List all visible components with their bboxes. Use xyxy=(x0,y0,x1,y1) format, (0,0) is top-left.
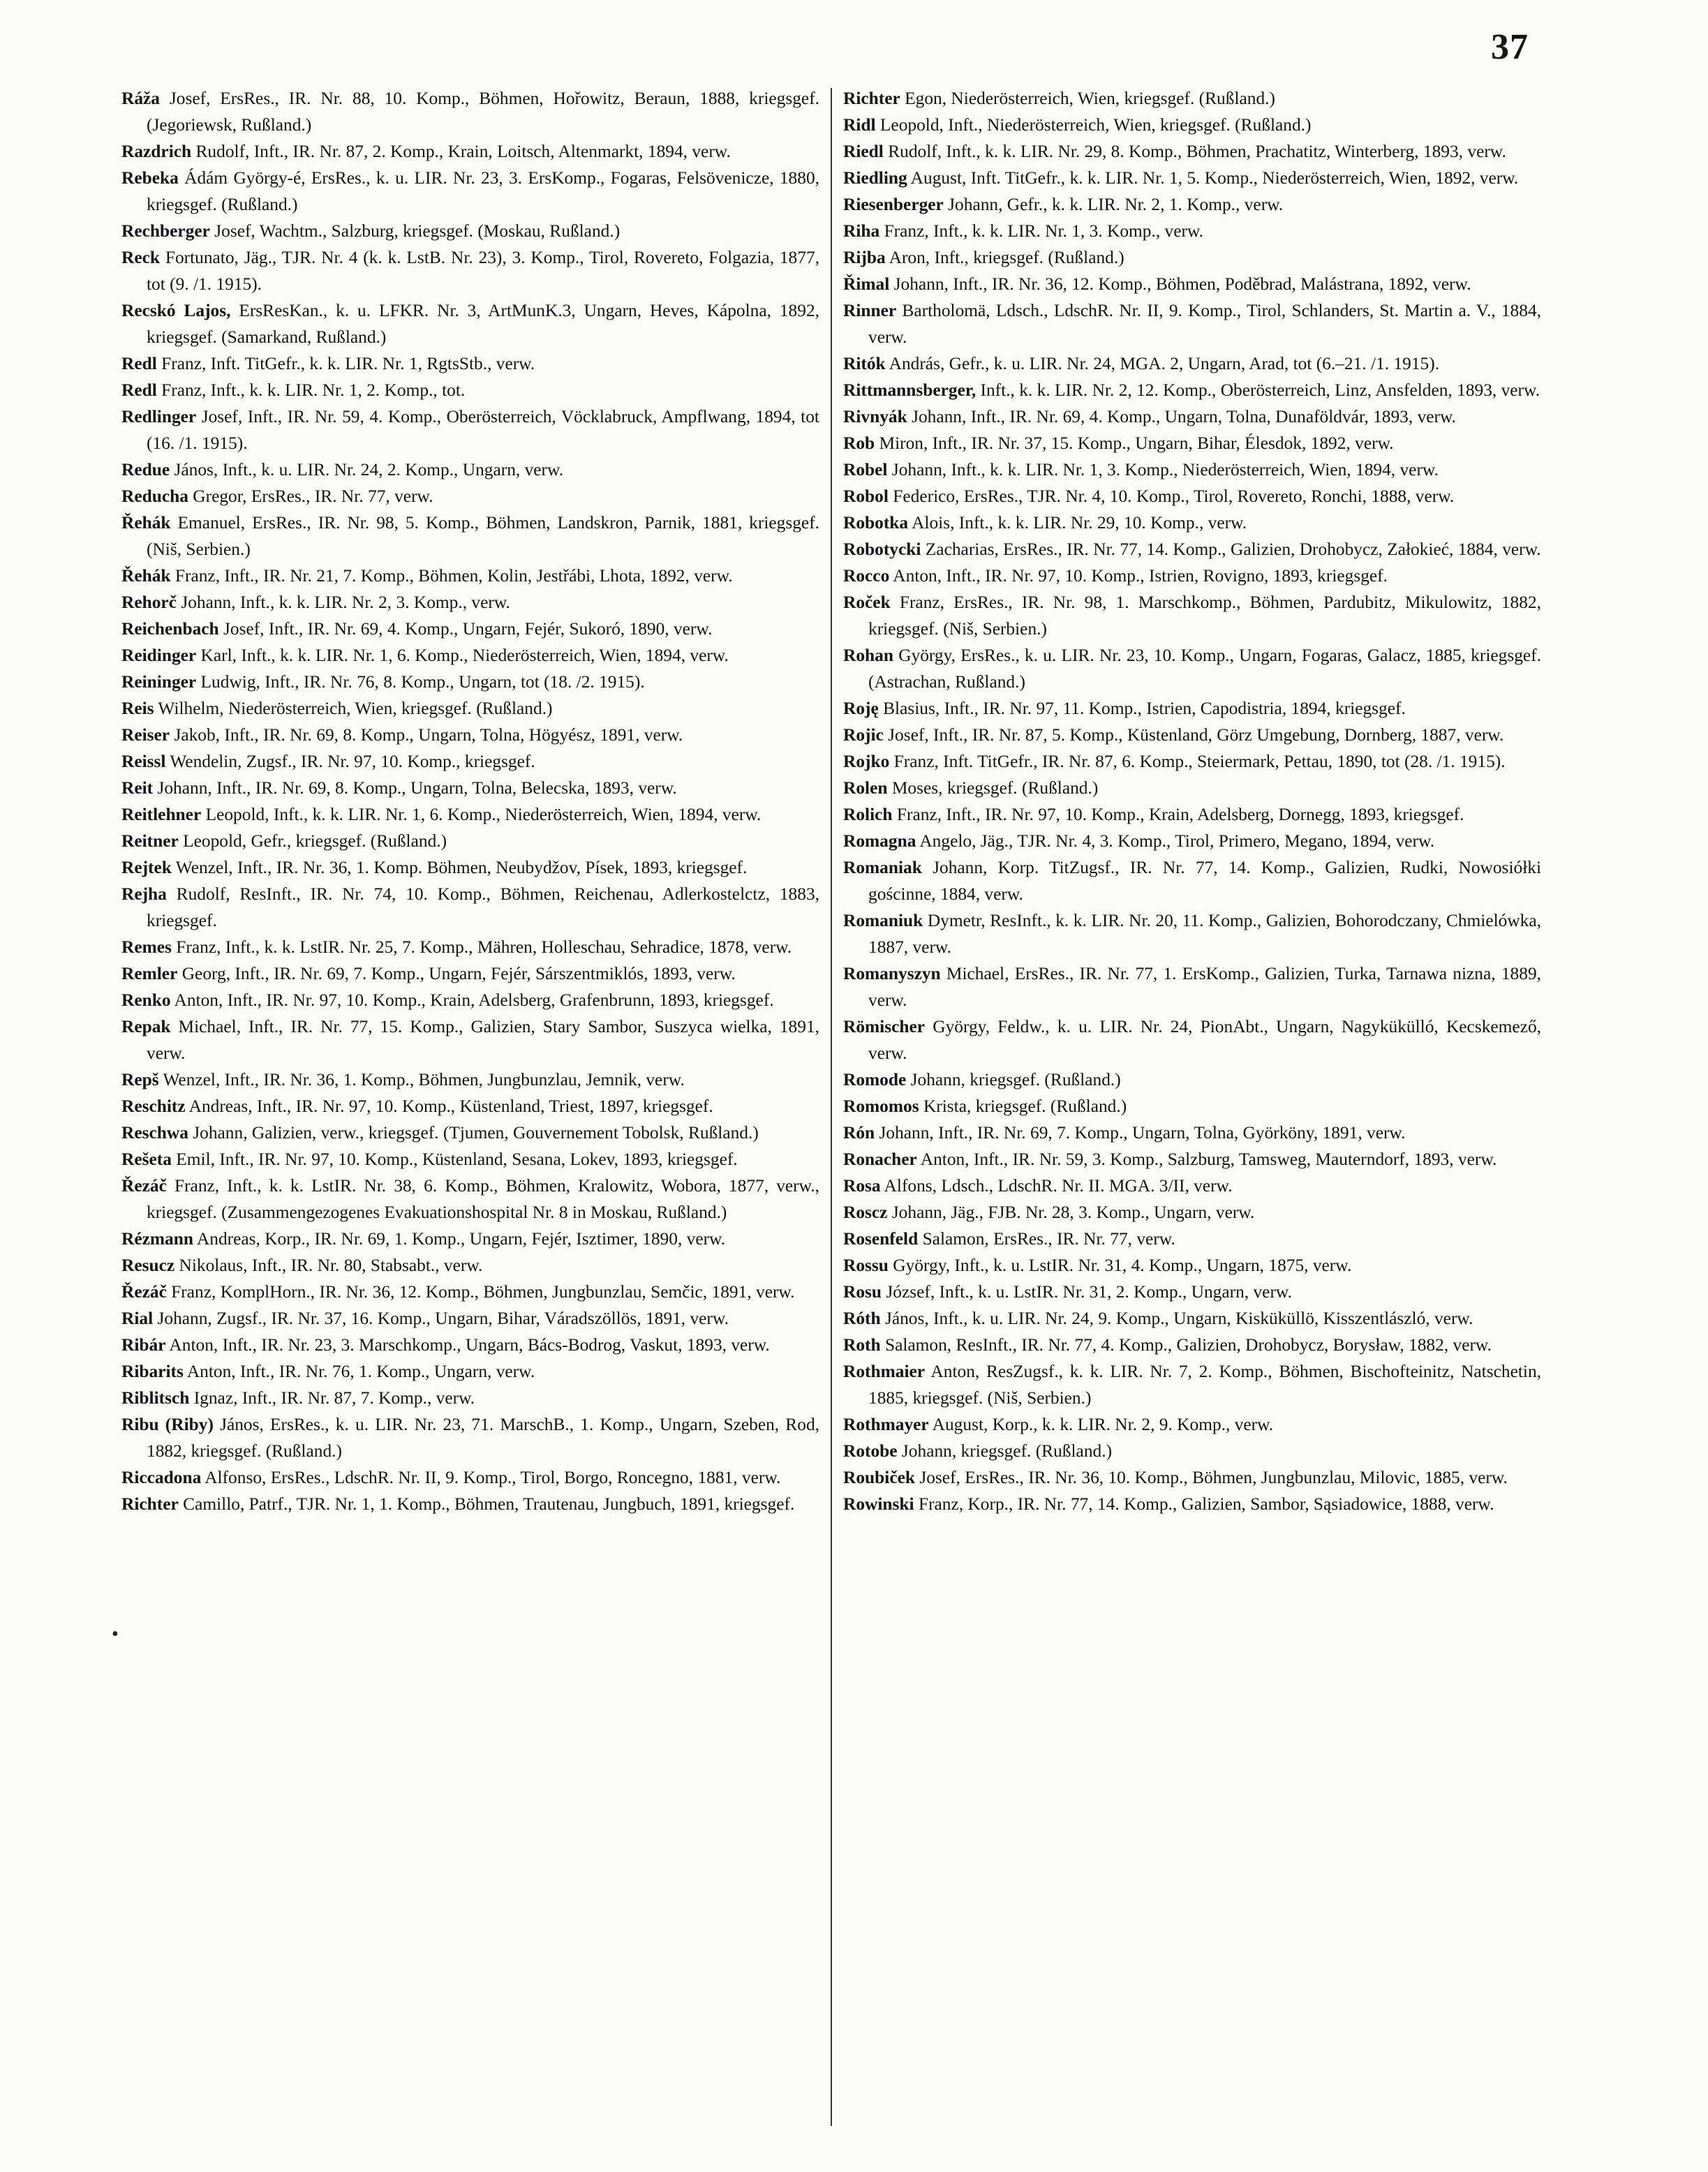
entry-details: Camillo, Patrf., TJR. Nr. 1, 1. Komp., Böhmen, Trautenau, Jungbuch, 1891, kriegsgef. xyxy=(178,1494,795,1514)
entry-details: Angelo, Jäg., TJR. Nr. 4, 3. Komp., Tirol, Primero, Megano, 1894, verw. xyxy=(916,831,1435,851)
entry-name: Robol xyxy=(843,486,889,506)
entry-name: Rial xyxy=(121,1309,154,1328)
entry-details: György, ErsRes., k. u. LIR. Nr. 23, 10. Komp., Ungarn, Fogaras, Galacz, 1885, kriegsgef. (Astrachan, Rußland.) xyxy=(868,646,1541,692)
register-entry xyxy=(121,695,819,722)
register-entry xyxy=(843,430,1541,456)
entry-details: Franz, Inft., k. k. LstIR. Nr. 38, 6. Komp., Böhmen, Kralowitz, Wobora, 1877, verw., kriegsgef. (Zusammengezogenes Evakuationshospital Nr. 8 in Moskau, Rußland.) xyxy=(147,1176,819,1222)
register-entry xyxy=(843,1464,1541,1491)
entry-name: Rón xyxy=(843,1123,875,1143)
register-entry xyxy=(121,1358,819,1385)
entry-name: Recskó Lajos, xyxy=(121,301,231,320)
register-entry xyxy=(843,1279,1541,1305)
entry-details: Moses, kriegsgef. (Rußland.) xyxy=(887,778,1099,798)
entry-name: Reis xyxy=(121,699,154,718)
entry-details: Johann, kriegsgef. (Rußland.) xyxy=(906,1070,1121,1089)
entry-details: Fortunato, Jäg., TJR. Nr. 4 (k. k. LstB. Nr. 23), 3. Komp., Tirol, Rovereto, Folgazia, 1877, tot (9. /1. 1915). xyxy=(147,248,819,294)
entry-name: Ridl xyxy=(843,115,876,135)
entry-name: Reidinger xyxy=(121,646,197,665)
entry-details: Alfons, Ldsch., LdschR. Nr. II. MGA. 3/II, verw. xyxy=(880,1176,1233,1196)
register-entry xyxy=(843,1226,1541,1252)
entry-name: Riedl xyxy=(843,142,884,161)
register-entry xyxy=(843,828,1541,854)
register-entry xyxy=(121,456,819,483)
entry-name: Reitlehner xyxy=(121,805,202,824)
entry-name: Richter xyxy=(121,1494,179,1514)
entry-name: Rittmannsberger, xyxy=(843,380,976,400)
entry-name: Romaniuk xyxy=(843,911,923,930)
entry-name: Rocco xyxy=(843,566,890,586)
entry-details: Jakob, Inft., IR. Nr. 69, 8. Komp., Ungarn, Tolna, Högyész, 1891, verw. xyxy=(170,725,683,745)
entry-name: Roję xyxy=(843,699,879,718)
entry-name: Riesenberger xyxy=(843,195,944,214)
register-entry xyxy=(121,85,819,138)
entry-name: Reissl xyxy=(121,752,166,771)
entry-name: Rehorč xyxy=(121,593,177,612)
entry-name: Rejha xyxy=(121,884,167,904)
register-entry xyxy=(843,1013,1541,1066)
entry-details: Wendelin, Zugsf., IR. Nr. 97, 10. Komp., kriegsgef. xyxy=(165,752,535,771)
entry-name: Rojic xyxy=(843,725,884,745)
register-entry xyxy=(121,801,819,828)
entry-details: Franz, Inft. TitGefr., IR. Nr. 87, 6. Komp., Steiermark, Pettau, 1890, tot (28. /1. 1915). xyxy=(889,752,1506,771)
entry-details: Egon, Niederösterreich, Wien, kriegsgef. (Rußland.) xyxy=(900,89,1275,108)
register-entry xyxy=(843,1066,1541,1093)
register-entry xyxy=(121,934,819,960)
entry-name: Repš xyxy=(121,1070,159,1089)
register-entry xyxy=(121,509,819,563)
entry-details: Wenzel, Inft., IR. Nr. 36, 1. Komp. Böhmen, Neubydžov, Písek, 1893, kriegsgef. xyxy=(171,858,748,877)
entry-details: Ignaz, Inft., IR. Nr. 87, 7. Komp., verw. xyxy=(189,1388,475,1408)
entry-details: August, Inft. TitGefr., k. k. LIR. Nr. 1, 5. Komp., Niederösterreich, Wien, 1892, verw. xyxy=(907,168,1519,188)
entry-name: Razdrich xyxy=(121,142,192,161)
register-entry xyxy=(843,695,1541,722)
register-entry xyxy=(121,403,819,456)
entry-details: Andreas, Inft., IR. Nr. 97, 10. Komp., Küstenland, Triest, 1897, kriegsgef. xyxy=(185,1096,713,1116)
register-entry xyxy=(843,960,1541,1013)
register-entry xyxy=(121,775,819,801)
entry-name: Redl xyxy=(121,380,157,400)
register-entry xyxy=(121,218,819,244)
entry-details: Emil, Inft., IR. Nr. 97, 10. Komp., Küstenland, Sesana, Lokev, 1893, kriegsgef. xyxy=(171,1150,738,1169)
entry-name: Reducha xyxy=(121,486,188,506)
register-entry xyxy=(843,722,1541,748)
entry-name: Rotobe xyxy=(843,1441,898,1461)
entry-name: Romode xyxy=(843,1070,907,1089)
register-entry xyxy=(121,1464,819,1491)
register-entry xyxy=(843,907,1541,960)
entry-name: Reininger xyxy=(121,672,197,692)
entry-name: Rolen xyxy=(843,778,888,798)
entry-details: András, Gefr., k. u. LIR. Nr. 24, MGA. 2, Ungarn, Arad, tot (6.–21. /1. 1915). xyxy=(885,354,1440,373)
entry-name: Rijba xyxy=(843,248,886,267)
margin-bullet-icon: • xyxy=(112,1623,119,1645)
register-entry xyxy=(121,642,819,669)
register-entry xyxy=(121,854,819,881)
entry-name: Repak xyxy=(121,1017,171,1036)
register-entry xyxy=(843,1358,1541,1411)
register-entry xyxy=(843,854,1541,907)
entry-details: August, Korp., k. k. LIR. Nr. 2, 9. Komp., verw. xyxy=(928,1415,1274,1434)
entry-name: Rothmaier xyxy=(843,1362,926,1381)
entry-details: Krista, kriegsgef. (Rußland.) xyxy=(919,1096,1127,1116)
entry-details: Johann, kriegsgef. (Rußland.) xyxy=(897,1441,1113,1461)
register-entry xyxy=(121,1385,819,1411)
entry-name: Ribarits xyxy=(121,1362,184,1381)
entry-name: Rivnyák xyxy=(843,407,907,426)
entry-name: Reitner xyxy=(121,831,179,851)
entry-details: Josef, Wachtm., Salzburg, kriegsgef. (Moskau, Rußland.) xyxy=(209,221,621,241)
entry-name: Řehák xyxy=(121,513,171,533)
register-entry xyxy=(121,297,819,350)
entry-details: Johann, Inft., k. k. LIR. Nr. 1, 3. Komp., Niederösterreich, Wien, 1894, verw. xyxy=(887,460,1439,479)
entry-details: Ludwig, Inft., IR. Nr. 76, 8. Komp., Ungarn, tot (18. /2. 1915). xyxy=(196,672,645,692)
entry-name: Rosenfeld xyxy=(843,1229,919,1249)
entry-details: Michael, Inft., IR. Nr. 77, 15. Komp., Galizien, Stary Sambor, Suszyca wielka, 1891, verw. xyxy=(147,1017,819,1063)
entry-details: Josef, ErsRes., IR. Nr. 88, 10. Komp., Böhmen, Hořowitz, Beraun, 1888, kriegsgef. (Jegoriewsk, Rußland.) xyxy=(147,89,819,135)
entry-details: Anton, Inft., IR. Nr. 23, 3. Marschkomp., Ungarn, Bács-Bodrog, Vaskut, 1893, verw. xyxy=(165,1335,770,1355)
entry-details: Aron, Inft., kriegsgef. (Rußland.) xyxy=(885,248,1124,267)
entry-details: Johann, Jäg., FJB. Nr. 28, 3. Komp., Ungarn, verw. xyxy=(887,1203,1255,1222)
entry-details: Johann, Inft., IR. Nr. 36, 12. Komp., Böhmen, Poděbrad, Malástrana, 1892, verw. xyxy=(889,274,1471,294)
register-entry xyxy=(843,85,1541,112)
entry-details: Salamon, ErsRes., IR. Nr. 77, verw. xyxy=(918,1229,1175,1249)
entry-details: Johann, Inft., IR. Nr. 69, 8. Komp., Ungarn, Tolna, Belecska, 1893, verw. xyxy=(153,778,677,798)
register-entry xyxy=(121,960,819,987)
entry-details: János, ErsRes., k. u. LIR. Nr. 23, 71. MarschB., 1. Komp., Ungarn, Szeben, Rod, 1882, kriegsgef. (Rußland.) xyxy=(147,1415,819,1461)
register-entry xyxy=(121,1279,819,1305)
entry-details: Johann, Korp. TitZugsf., IR. Nr. 77, 14. Komp., Galizien, Rudki, Nowosiółki gościnne, 1884, verw. xyxy=(868,858,1541,904)
entry-name: Roscz xyxy=(843,1203,888,1222)
register-entry xyxy=(121,1093,819,1120)
entry-name: Romomos xyxy=(843,1096,919,1116)
entry-details: Alfonso, ErsRes., LdschR. Nr. II, 9. Komp., Tirol, Borgo, Roncegno, 1881, verw. xyxy=(201,1468,781,1487)
entry-name: Riha xyxy=(843,221,880,241)
register-entry xyxy=(843,748,1541,775)
entry-name: Róth xyxy=(843,1309,881,1328)
entry-name: Řezáč xyxy=(121,1282,167,1302)
entry-details: Ádám György-é, ErsRes., k. u. LIR. Nr. 23, 3. ErsKomp., Fogaras, Felsövenicze, 1880, kriegsgef. (Rußland.) xyxy=(147,168,819,214)
entry-name: Riedling xyxy=(843,168,907,188)
register-entry xyxy=(121,563,819,589)
entry-details: Miron, Inft., IR. Nr. 37, 15. Komp., Ungarn, Bihar, Élesdok, 1892, verw. xyxy=(875,433,1394,453)
entry-name: Reit xyxy=(121,778,154,798)
entry-details: János, Inft., k. u. LIR. Nr. 24, 2. Komp., Ungarn, verw. xyxy=(170,460,564,479)
entry-details: Alois, Inft., k. k. LIR. Nr. 29, 10. Komp., verw. xyxy=(908,513,1247,533)
entry-details: Wilhelm, Niederösterreich, Wien, kriegsgef. (Rußland.) xyxy=(154,699,553,718)
register-entry xyxy=(843,218,1541,244)
entry-details: Anton, Inft., IR. Nr. 97, 10. Komp., Krain, Adelsberg, Grafenbrunn, 1893, kriegsgef. xyxy=(170,990,774,1010)
entry-details: Josef, Inft., IR. Nr. 59, 4. Komp., Oberösterreich, Vöcklabruck, Ampflwang, 1894, tot (16. /1. 1915). xyxy=(147,407,819,453)
register-entry xyxy=(121,616,819,642)
entry-name: Ronacher xyxy=(843,1150,917,1169)
entry-details: Wenzel, Inft., IR. Nr. 36, 1. Komp., Böhmen, Jungbunzlau, Jemnik, verw. xyxy=(158,1070,685,1089)
entry-name: Roček xyxy=(843,593,891,612)
entry-details: Blasius, Inft., IR. Nr. 97, 11. Komp., Istrien, Capodistria, 1894, kriegsgef. xyxy=(878,699,1406,718)
left-column xyxy=(121,85,819,1517)
entry-name: Rešeta xyxy=(121,1150,172,1169)
entry-details: Johann, Galizien, verw., kriegsgef. (Tjumen, Gouvernement Tobolsk, Rußland.) xyxy=(188,1123,759,1143)
entry-name: Reck xyxy=(121,248,160,267)
register-entry xyxy=(843,1332,1541,1358)
register-entry xyxy=(121,1173,819,1226)
entry-name: Rohan xyxy=(843,646,893,665)
entry-details: György, Inft., k. u. LstIR. Nr. 31, 4. Komp., Ungarn, 1875, verw. xyxy=(888,1256,1352,1275)
entry-details: Johann, Inft., k. k. LIR. Nr. 2, 3. Komp., verw. xyxy=(176,593,510,612)
register-entry xyxy=(121,1146,819,1173)
entry-details: Inft., k. k. LIR. Nr. 2, 12. Komp., Oberösterreich, Linz, Ansfelden, 1893, verw. xyxy=(976,380,1540,400)
register-entry xyxy=(843,377,1541,403)
entry-details: Gregor, ErsRes., IR. Nr. 77, verw. xyxy=(188,486,433,506)
entry-name: Rechberger xyxy=(121,221,210,241)
entry-details: Rudolf, Inft., k. k. LIR. Nr. 29, 8. Komp., Böhmen, Prachatitz, Winterberg, 1893, verw. xyxy=(883,142,1506,161)
register-entry xyxy=(843,1146,1541,1173)
register-entry xyxy=(121,1491,819,1517)
entry-name: Rosu xyxy=(843,1282,882,1302)
register-entry xyxy=(843,112,1541,138)
register-entry xyxy=(843,563,1541,589)
register-entry xyxy=(843,775,1541,801)
entry-name: Ribu (Riby) xyxy=(121,1415,214,1434)
register-entry xyxy=(121,1332,819,1358)
entry-details: Leopold, Inft., k. k. LIR. Nr. 1, 6. Komp., Niederösterreich, Wien, 1894, verw. xyxy=(201,805,762,824)
entry-name: Rolich xyxy=(843,805,893,824)
entry-name: Romanyszyn xyxy=(843,964,941,983)
entry-details: Leopold, Inft., Niederösterreich, Wien, kriegsgef. (Rußland.) xyxy=(875,115,1312,135)
register-entry xyxy=(843,350,1541,377)
entry-details: Franz, KomplHorn., IR. Nr. 36, 12. Komp., Böhmen, Jungbunzlau, Semčic, 1891, verw. xyxy=(166,1282,795,1302)
register-entry xyxy=(843,536,1541,563)
entry-details: ErsResKan., k. u. LFKR. Nr. 3, ArtMunK.3, Ungarn, Heves, Kápolna, 1892, kriegsgef. (Samarkand, Rußland.) xyxy=(147,301,819,347)
entry-name: Rebeka xyxy=(121,168,179,188)
entry-details: Emanuel, ErsRes., IR. Nr. 98, 5. Komp., Böhmen, Landskron, Parnik, 1881, kriegsgef. (Niš, Serbien.) xyxy=(147,513,819,559)
entry-name: Řehák xyxy=(121,566,171,586)
entry-details: Josef, Inft., IR. Nr. 69, 4. Komp., Ungarn, Fejér, Sukoró, 1890, verw. xyxy=(218,619,713,639)
register-entry xyxy=(121,350,819,377)
page-number: 37 xyxy=(1491,27,1529,67)
entry-details: György, Feldw., k. u. LIR. Nr. 24, PionAbt., Ungarn, Nagykükülló, Kecskemező, verw. xyxy=(868,1017,1541,1063)
register-entry xyxy=(121,377,819,403)
entry-name: Roth xyxy=(843,1335,881,1355)
register-entry xyxy=(843,297,1541,350)
right-column xyxy=(843,85,1541,1517)
register-entry xyxy=(843,1199,1541,1226)
entry-name: Ritók xyxy=(843,354,886,373)
register-entry xyxy=(121,1066,819,1093)
register-entry xyxy=(843,801,1541,828)
register-entry xyxy=(843,403,1541,430)
entry-name: Řimal xyxy=(843,274,890,294)
register-entry xyxy=(121,138,819,165)
entry-name: Remler xyxy=(121,964,178,983)
register-entry xyxy=(843,1173,1541,1199)
entry-details: Franz, ErsRes., IR. Nr. 98, 1. Marschkomp., Böhmen, Pardubitz, Mikulowitz, 1882, kriegsgef. (Niš, Serbien.) xyxy=(868,593,1541,639)
entry-name: Rojko xyxy=(843,752,890,771)
register-entry xyxy=(121,881,819,934)
entry-name: Rothmayer xyxy=(843,1415,929,1434)
entry-details: Rudolf, Inft., IR. Nr. 87, 2. Komp., Krain, Loitsch, Altenmarkt, 1894, verw. xyxy=(191,142,731,161)
entry-name: Rinner xyxy=(843,301,897,320)
entry-name: Riblitsch xyxy=(121,1388,190,1408)
register-entry xyxy=(121,244,819,297)
entry-name: Redlinger xyxy=(121,407,197,426)
register-entry xyxy=(843,1093,1541,1120)
entry-name: Robotycki xyxy=(843,540,921,559)
entry-name: Robotka xyxy=(843,513,909,533)
register-entry xyxy=(121,483,819,509)
entry-name: Roubiček xyxy=(843,1468,915,1487)
entry-name: Rejtek xyxy=(121,858,172,877)
entry-details: Michael, ErsRes., IR. Nr. 77, 1. ErsKomp., Galizien, Turka, Tarnawa nizna, 1889, verw. xyxy=(868,964,1541,1010)
register-entry xyxy=(843,1305,1541,1332)
register-entry xyxy=(843,1120,1541,1146)
entry-name: Ráža xyxy=(121,89,160,108)
entry-details: Johann, Gefr., k. k. LIR. Nr. 2, 1. Komp., verw. xyxy=(943,195,1284,214)
entry-details: Anton, Inft., IR. Nr. 59, 3. Komp., Salzburg, Tamsweg, Mauterndorf, 1893, verw. xyxy=(916,1150,1497,1169)
entry-details: Franz, Inft., k. k. LIR. Nr. 1, 3. Komp., verw. xyxy=(879,221,1203,241)
register-entry xyxy=(843,1438,1541,1464)
register-entry xyxy=(843,509,1541,536)
register-entry xyxy=(121,828,819,854)
entry-details: Leopold, Gefr., kriegsgef. (Rußland.) xyxy=(178,831,447,851)
register-entry xyxy=(843,483,1541,509)
entry-details: Zacharias, ErsRes., IR. Nr. 77, 14. Komp., Galizien, Drohobycz, Załokieć, 1884, verw. xyxy=(921,540,1541,559)
register-entry xyxy=(121,722,819,748)
entry-name: Reichenbach xyxy=(121,619,219,639)
entry-details: Franz, Inft., IR. Nr. 97, 10. Komp., Krain, Adelsberg, Dornegg, 1893, kriegsgef. xyxy=(892,805,1464,824)
register-entry xyxy=(121,1013,819,1066)
entry-details: Anton, Inft., IR. Nr. 97, 10. Komp., Istrien, Rovigno, 1893, kriegsgef. xyxy=(889,566,1388,586)
entry-details: Franz, Inft. TitGefr., k. k. LIR. Nr. 1, RgtsStb., verw. xyxy=(156,354,535,373)
register-entry xyxy=(121,748,819,775)
entry-name: Rézmann xyxy=(121,1229,193,1249)
column-divider xyxy=(831,88,832,2126)
entry-details: Andreas, Korp., IR. Nr. 69, 1. Komp., Ungarn, Fejér, Isztimer, 1890, verw. xyxy=(193,1229,726,1249)
entry-name: Remes xyxy=(121,937,172,957)
entry-name: Redue xyxy=(121,460,170,479)
entry-details: Franz, Inft., k. k. LIR. Nr. 1, 2. Komp., tot. xyxy=(156,380,466,400)
register-entry xyxy=(843,1411,1541,1438)
register-entry xyxy=(121,669,819,695)
entry-name: Reschwa xyxy=(121,1123,188,1143)
entry-name: Reschitz xyxy=(121,1096,186,1116)
register-entry xyxy=(843,271,1541,297)
entry-details: József, Inft., k. u. LstIR. Nr. 31, 2. Komp., Ungarn, verw. xyxy=(882,1282,1292,1302)
entry-name: Rossu xyxy=(843,1256,889,1275)
entry-details: Anton, Inft., IR. Nr. 76, 1. Komp., Ungarn, verw. xyxy=(183,1362,535,1381)
entry-name: Romaniak xyxy=(843,858,922,877)
entry-details: Salamon, ResInft., IR. Nr. 77, 4. Komp., Galizien, Drohobycz, Borysław, 1882, verw. xyxy=(880,1335,1492,1355)
entry-details: Karl, Inft., k. k. LIR. Nr. 1, 6. Komp., Niederösterreich, Wien, 1894, verw. xyxy=(196,646,729,665)
register-entry xyxy=(843,244,1541,271)
register-entry xyxy=(843,191,1541,218)
register-entry xyxy=(121,1120,819,1146)
entry-details: Federico, ErsRes., TJR. Nr. 4, 10. Komp., Tirol, Rovereto, Ronchi, 1888, verw. xyxy=(888,486,1455,506)
entry-name: Ribár xyxy=(121,1335,166,1355)
entry-name: Robel xyxy=(843,460,888,479)
entry-details: Johann, Zugsf., IR. Nr. 37, 16. Komp., Ungarn, Bihar, Váradszöllös, 1891, verw. xyxy=(153,1309,729,1328)
entry-name: Romagna xyxy=(843,831,916,851)
entry-name: Resucz xyxy=(121,1256,175,1275)
entry-name: Řezáč xyxy=(121,1176,167,1196)
register-entry xyxy=(843,1252,1541,1279)
register-entry xyxy=(121,589,819,616)
entry-name: Richter xyxy=(843,89,900,108)
entry-details: Nikolaus, Inft., IR. Nr. 80, Stabsabt., verw. xyxy=(174,1256,483,1275)
entry-details: János, Inft., k. u. LIR. Nr. 24, 9. Komp., Ungarn, Kisküküllö, Kisszentlászló, verw. xyxy=(880,1309,1473,1328)
entry-name: Rosa xyxy=(843,1176,881,1196)
entry-name: Renko xyxy=(121,990,171,1010)
entry-details: Georg, Inft., IR. Nr. 69, 7. Komp., Ungarn, Fejér, Sárszentmiklós, 1893, verw. xyxy=(177,964,736,983)
register-entry xyxy=(121,987,819,1013)
entry-details: Rudolf, ResInft., IR. Nr. 74, 10. Komp., Böhmen, Reichenau, Adlerkostelctz, 1883, kriegsgef. xyxy=(147,884,819,930)
register-entry xyxy=(843,138,1541,165)
entry-details: Josef, Inft., IR. Nr. 87, 5. Komp., Küstenland, Görz Umgebung, Dornberg, 1887, verw. xyxy=(883,725,1504,745)
entry-details: Franz, Korp., IR. Nr. 77, 14. Komp., Galizien, Sambor, Sąsiadowice, 1888, verw. xyxy=(914,1494,1494,1514)
register-entry xyxy=(843,642,1541,695)
entry-name: Römischer xyxy=(843,1017,926,1036)
entry-details: Johann, Inft., IR. Nr. 69, 4. Komp., Ungarn, Tolna, Dunaföldvár, 1893, verw. xyxy=(907,407,1457,426)
register-entry xyxy=(121,1305,819,1332)
entry-name: Rob xyxy=(843,433,875,453)
entry-name: Riccadona xyxy=(121,1468,202,1487)
register-entry xyxy=(843,589,1541,642)
entry-name: Rowinski xyxy=(843,1494,914,1514)
register-entry xyxy=(121,1226,819,1252)
entry-name: Redl xyxy=(121,354,157,373)
entry-details: Franz, Inft., IR. Nr. 21, 7. Komp., Böhmen, Kolin, Jestřábi, Lhota, 1892, verw. xyxy=(170,566,733,586)
register-entry xyxy=(843,456,1541,483)
entry-details: Bartholomä, Ldsch., LdschR. Nr. II, 9. Komp., Tirol, Schlanders, St. Martin a. V., 1884, verw. xyxy=(868,301,1541,347)
register-entry xyxy=(121,1411,819,1464)
register-entry xyxy=(843,165,1541,191)
entry-details: Anton, ResZugsf., k. k. LIR. Nr. 7, 2. Komp., Böhmen, Bischofteinitz, Natschetin, 1885, kriegsgef. (Niš, Serbien.) xyxy=(868,1362,1541,1408)
register-entry xyxy=(843,1491,1541,1517)
entry-details: Johann, Inft., IR. Nr. 69, 7. Komp., Ungarn, Tolna, Györköny, 1891, verw. xyxy=(875,1123,1406,1143)
entry-name: Reiser xyxy=(121,725,170,745)
entry-details: Dymetr, ResInft., k. k. LIR. Nr. 20, 11. Komp., Galizien, Bohorodczany, Chmielówka, 1887, verw. xyxy=(868,911,1541,957)
entry-details: Josef, ErsRes., IR. Nr. 36, 10. Komp., Böhmen, Jungbunzlau, Milovic, 1885, verw. xyxy=(915,1468,1508,1487)
register-entry xyxy=(121,165,819,218)
entry-details: Franz, Inft., k. k. LstIR. Nr. 25, 7. Komp., Mähren, Holleschau, Sehradice, 1878, verw. xyxy=(171,937,792,957)
register-entry xyxy=(121,1252,819,1279)
